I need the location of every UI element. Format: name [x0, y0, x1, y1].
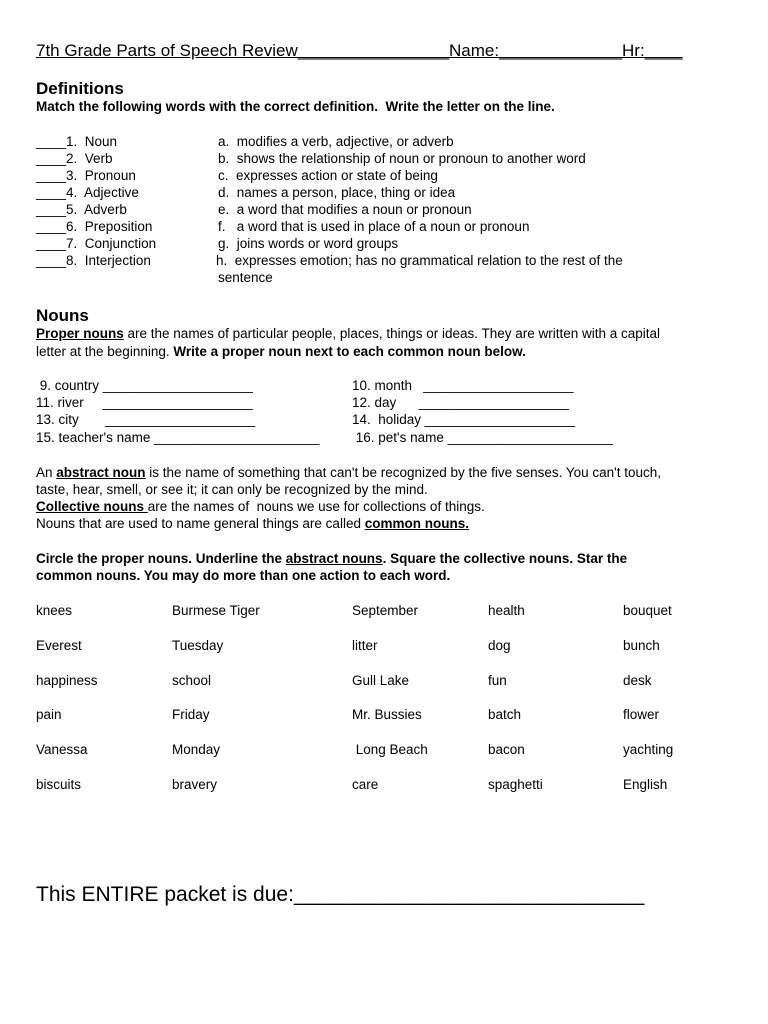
- fill-in-item[interactable]: 16. pet's name ______________________: [352, 430, 613, 445]
- abstract-noun-term: abstract noun: [56, 465, 146, 480]
- due-date-label: This ENTIRE packet is due:: [36, 883, 294, 906]
- abstract-pre: An: [36, 465, 57, 480]
- collective-noun-text: are the names of nouns we use for collections of things.: [147, 499, 485, 514]
- word-cell[interactable]: batch: [488, 707, 522, 722]
- fill-in-item[interactable]: 11. river ____________________: [36, 395, 253, 410]
- word-cell[interactable]: happiness: [36, 673, 98, 688]
- common-noun-text: Nouns that are used to name general things are called: [36, 516, 365, 531]
- definition-term[interactable]: ____6. Preposition: [36, 219, 153, 234]
- word-cell[interactable]: care: [352, 777, 379, 792]
- fill-in-item[interactable]: 9. country ____________________: [36, 378, 253, 393]
- definition-text: d. names a person, place, thing or idea: [218, 185, 456, 200]
- word-sort-instruction-line2: common nouns. You may do more than one action to each word.: [36, 568, 451, 583]
- word-cell[interactable]: bouquet: [623, 603, 672, 618]
- word-cell[interactable]: biscuits: [36, 777, 82, 792]
- due-date-line: [36, 883, 644, 907]
- due-date-blank[interactable]: ______________________________: [293, 883, 645, 906]
- definition-text: h. expresses emotion; has no grammatical relation to the rest of the: [216, 253, 623, 268]
- definition-text-continued: sentence: [218, 270, 273, 285]
- word-cell[interactable]: spaghetti: [488, 777, 543, 792]
- word-cell[interactable]: Long Beach: [352, 742, 428, 757]
- hr-blank[interactable]: ____: [644, 41, 683, 60]
- proper-nouns-instruction: Write a proper noun next to each common noun below.: [173, 344, 526, 359]
- word-cell[interactable]: desk: [623, 673, 652, 688]
- collective-noun-definition: [36, 499, 485, 514]
- definition-term[interactable]: ____4. Adjective: [36, 185, 139, 200]
- definition-term[interactable]: ____8. Interjection: [36, 253, 151, 268]
- fill-in-item[interactable]: 15. teacher's name ______________________: [36, 430, 320, 445]
- definition-term[interactable]: ____5. Adverb: [36, 202, 127, 217]
- word-cell[interactable]: Mr. Bussies: [352, 707, 422, 722]
- word-cell[interactable]: flower: [623, 707, 660, 722]
- definition-text: f. a word that is used in place of a noun or pronoun: [218, 219, 530, 234]
- word-sort-instruction: [36, 551, 627, 566]
- definition-term[interactable]: ____7. Conjunction: [36, 236, 157, 251]
- proper-nouns-definition-line2: [36, 344, 526, 359]
- definitions-instruction: Match the following words with the correct definition. Write the letter on the line.: [36, 99, 555, 114]
- common-noun-definition: [36, 516, 469, 531]
- definition-term[interactable]: ____2. Verb: [36, 151, 113, 166]
- instruction-abstract-term: abstract nouns: [285, 551, 383, 566]
- word-cell[interactable]: school: [172, 673, 212, 688]
- word-cell[interactable]: pain: [36, 707, 62, 722]
- fill-in-item[interactable]: 12. day ____________________: [352, 395, 569, 410]
- word-cell[interactable]: bacon: [488, 742, 525, 757]
- common-noun-term: common nouns.: [364, 516, 469, 531]
- abstract-noun-definition: [36, 465, 661, 480]
- proper-nouns-definition: [36, 326, 660, 341]
- word-cell[interactable]: yachting: [623, 742, 674, 757]
- definition-term[interactable]: ____3. Pronoun: [36, 168, 136, 183]
- word-cell[interactable]: bunch: [623, 638, 660, 653]
- hr-label: Hr:: [622, 41, 645, 60]
- proper-nouns-term: Proper nouns: [36, 326, 124, 341]
- instruction-part-a: Circle the proper nouns. Underline the: [36, 551, 286, 566]
- definitions-heading: Definitions: [36, 79, 124, 98]
- word-cell[interactable]: litter: [352, 638, 378, 653]
- word-cell[interactable]: Friday: [172, 707, 210, 722]
- definition-text: b. shows the relationship of noun or pronoun to another word: [218, 151, 586, 166]
- word-cell[interactable]: dog: [488, 638, 511, 653]
- fill-in-item[interactable]: 14. holiday ____________________: [352, 412, 575, 427]
- page-title: 7th Grade Parts of Speech Review: [36, 41, 298, 60]
- word-cell[interactable]: Vanessa: [36, 742, 88, 757]
- definition-term[interactable]: ____1. Noun: [36, 134, 118, 149]
- title-blank: ________________: [297, 41, 450, 60]
- word-cell[interactable]: health: [488, 603, 525, 618]
- abstract-noun-definition-line2: taste, hear, smell, or see it; it can only be recognized by the mind.: [36, 482, 428, 497]
- page-header: [36, 41, 683, 61]
- instruction-part-b: . Square the collective nouns. Star the: [382, 551, 628, 566]
- fill-in-item[interactable]: 10. month ____________________: [352, 378, 574, 393]
- name-label: Name:: [449, 41, 500, 60]
- word-cell[interactable]: Tuesday: [172, 638, 224, 653]
- definition-text: c. expresses action or state of being: [218, 168, 438, 183]
- word-cell[interactable]: Everest: [36, 638, 82, 653]
- nouns-heading: Nouns: [36, 306, 89, 325]
- name-blank[interactable]: _____________: [499, 41, 623, 60]
- word-cell[interactable]: Monday: [172, 742, 221, 757]
- word-cell[interactable]: English: [623, 777, 668, 792]
- abstract-noun-text: is the name of something that can't be recognized by the five senses. You can't touch,: [145, 465, 662, 480]
- definition-text: g. joins words or word groups: [218, 236, 399, 251]
- word-cell[interactable]: fun: [488, 673, 507, 688]
- proper-nouns-text-2: letter at the beginning.: [36, 344, 174, 359]
- word-cell[interactable]: bravery: [172, 777, 218, 792]
- definition-text: a. modifies a verb, adjective, or adverb: [218, 134, 454, 149]
- fill-in-item[interactable]: 13. city ____________________: [36, 412, 256, 427]
- collective-noun-term: Collective nouns: [36, 499, 148, 514]
- word-cell[interactable]: Gull Lake: [352, 673, 410, 688]
- definition-text: e. a word that modifies a noun or pronoun: [218, 202, 472, 217]
- proper-nouns-text: are the names of particular people, places, things or ideas. They are written with a capital: [123, 326, 661, 341]
- word-cell[interactable]: Burmese Tiger: [172, 603, 260, 618]
- word-cell[interactable]: knees: [36, 603, 73, 618]
- word-cell[interactable]: September: [352, 603, 419, 618]
